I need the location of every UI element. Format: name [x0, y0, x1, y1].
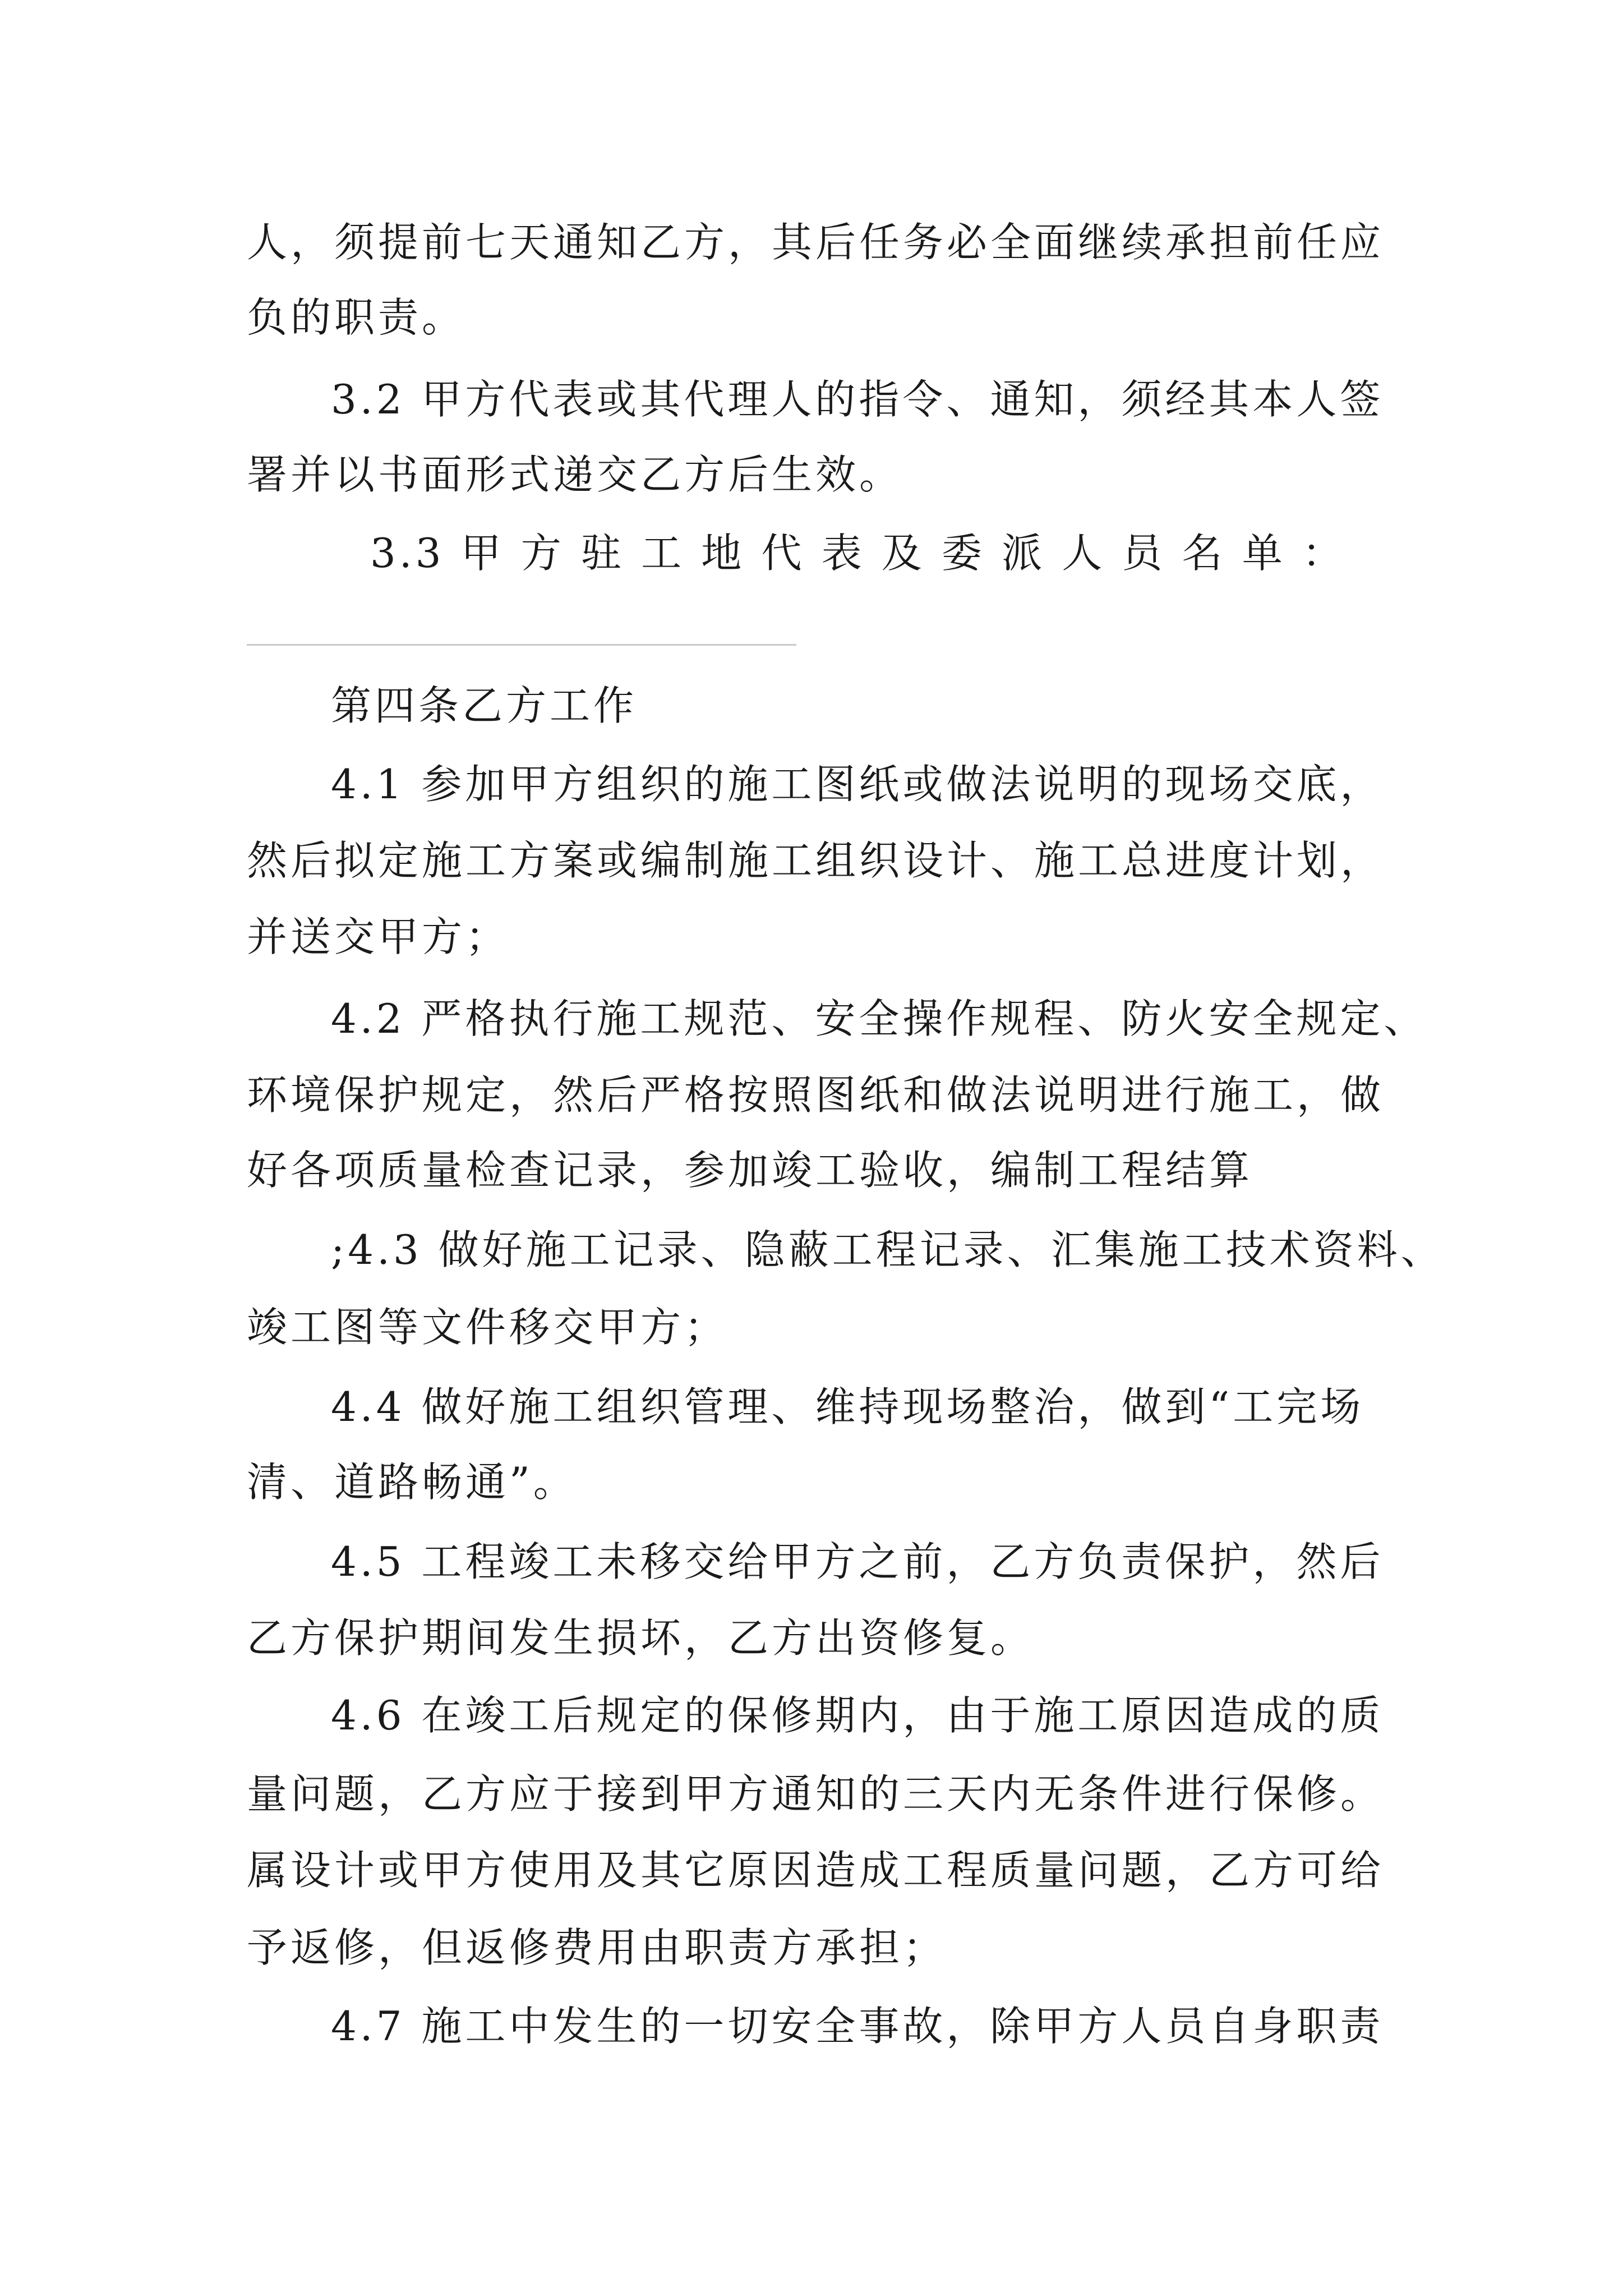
clause-4-6: 4.6 在竣工后规定的保修期内，由于施工原因造成的质 — [331, 1692, 1384, 1739]
paragraph-line: 然后拟定施工方案或编制施工组织设计、施工总进度计划， — [247, 837, 1385, 884]
paragraph-line: 量问题，乙方应于接到甲方通知的三天内无条件进行保修。 — [247, 1770, 1385, 1818]
clause-4-7: 4.7 施工中发生的一切安全事故，除甲方人员自身职责 — [331, 2003, 1384, 2050]
blank-underline — [247, 644, 796, 646]
paragraph-line: 予返修，但返修费用由职责方承担； — [247, 1924, 947, 1971]
clause-4-3: ;4.3 做好施工记录、隐蔽工程记录、汇集施工技术资料、 — [331, 1226, 1445, 1273]
paragraph-line: 好各项质量检查记录，参加竣工验收，编制工程结算 — [247, 1147, 1253, 1194]
spread-char: 表 — [821, 530, 865, 577]
spread-char: ： — [1302, 530, 1346, 577]
clause-4-4: 4.4 做好施工组织管理、维持现场整治，做到“工完场 — [331, 1383, 1364, 1430]
paragraph-line: 乙方保护期间发生损坏，乙方出资修复。 — [247, 1614, 1035, 1662]
spread-char: 驻 — [580, 530, 625, 577]
spread-char: 员 — [1122, 530, 1166, 577]
paragraph-line: 属设计或甲方使用及其它原因造成工程质量问题，乙方可给 — [247, 1847, 1385, 1894]
spread-char: 及 — [881, 530, 925, 577]
clause-3-3-spread — [370, 530, 1346, 577]
spread-char: 代 — [761, 530, 805, 577]
spread-char: 工 — [641, 530, 685, 577]
spread-char: 单 — [1242, 530, 1286, 577]
paragraph-line: 竣工图等文件移交甲方； — [247, 1304, 728, 1351]
clause-4-5: 4.5 工程竣工未移交给甲方之前，乙方负责保护，然后 — [331, 1538, 1384, 1585]
spread-char: 地 — [701, 530, 745, 577]
spread-char: 人 — [1062, 530, 1106, 577]
spread-char: 甲 — [460, 530, 505, 577]
paragraph-line: 负的职责。 — [247, 294, 466, 341]
clause-4-2: 4.2 严格执行施工规范、安全操作规程、防火安全规定、 — [331, 995, 1428, 1042]
spread-char: 名 — [1182, 530, 1226, 577]
paragraph-line: 并送交甲方； — [247, 913, 510, 960]
paragraph-line: 人，须提前七天通知乙方，其后任务必全面继续承担前任应 — [247, 219, 1385, 266]
paragraph-line: 清、道路畅通”。 — [247, 1458, 577, 1506]
spread-char: 派 — [1002, 530, 1046, 577]
paragraph-line: 环境保护规定，然后严格按照图纸和做法说明进行施工，做 — [247, 1071, 1385, 1119]
section-heading: 第四条乙方工作 — [331, 682, 638, 729]
spread-char: 委 — [941, 530, 985, 577]
spread-char: 方 — [520, 530, 565, 577]
clause-4-1: 4.1 参加甲方组织的施工图纸或做法说明的现场交底， — [331, 761, 1384, 808]
paragraph-line: 署并以书面形式递交乙方后生效。 — [247, 451, 903, 498]
spread-char: 3.3 — [370, 530, 445, 577]
clause-3-2: 3.2 甲方代表或其代理人的指令、通知，须经其本人签 — [331, 376, 1384, 423]
